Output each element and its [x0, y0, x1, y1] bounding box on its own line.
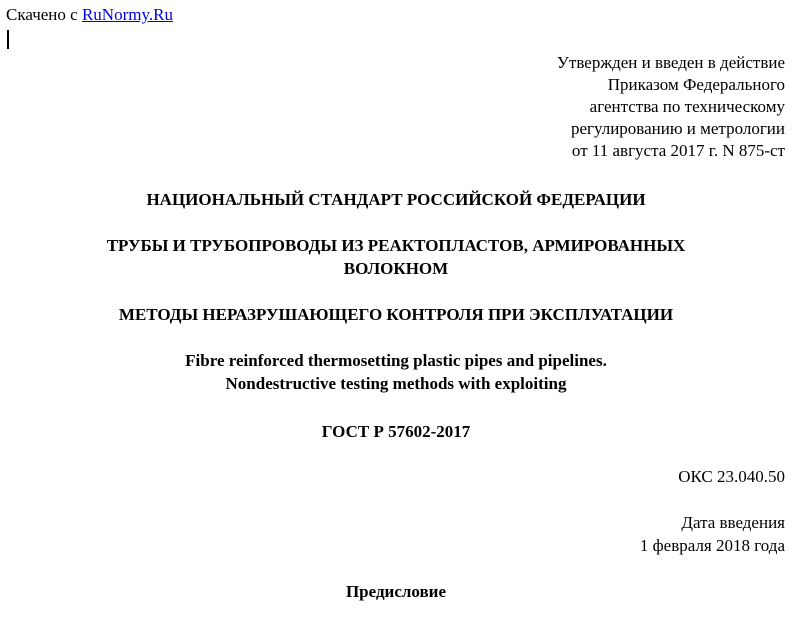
effective-date-label: Дата введения: [681, 513, 785, 532]
preface-heading-text: Предисловие: [345, 582, 447, 601]
approval-line: Приказом Федерального: [607, 75, 785, 94]
source-prefix: Скачено с: [6, 5, 82, 24]
preface-heading: [0, 580, 792, 603]
source-line: [6, 5, 173, 25]
source-link[interactable]: RuNormy.Ru: [81, 5, 173, 24]
standard-code: [0, 420, 792, 443]
approval-line: Утвержден и введен в действие: [556, 53, 785, 72]
standard-code-text: ГОСТ Р 57602-2017: [321, 422, 471, 441]
standard-title-line: ВОЛОКНОМ: [343, 259, 449, 278]
effective-date-value: 1 февраля 2018 года: [639, 536, 785, 555]
approval-line: регулированию и метрологии: [570, 119, 785, 138]
standard-subtitle: [0, 303, 792, 326]
standard-title: [0, 234, 792, 280]
standard-heading: [0, 188, 792, 211]
standard-subtitle-text: МЕТОДЫ НЕРАЗРУШАЮЩЕГО КОНТРОЛЯ ПРИ ЭКСПЛУАТАЦИИ: [118, 305, 674, 324]
english-title-line: Fibre reinforced thermosetting plastic pipes and pipelines.: [185, 351, 607, 370]
effective-date-block: [640, 511, 785, 557]
standard-heading-text: НАЦИОНАЛЬНЫЙ СТАНДАРТ РОССИЙСКОЙ ФЕДЕРАЦИИ: [146, 190, 646, 209]
approval-line: от 11 августа 2017 г. N 875-ст: [571, 141, 785, 160]
standard-title-line: ТРУБЫ И ТРУБОПРОВОДЫ ИЗ РЕАКТОПЛАСТОВ, АРМИРОВАННЫХ: [106, 236, 686, 255]
approval-line: агентства по техническому: [589, 97, 785, 116]
oks-code-text: ОКС 23.040.50: [678, 467, 785, 486]
text-cursor: [7, 30, 9, 49]
english-title: [0, 349, 792, 395]
approval-block: [557, 52, 785, 162]
oks-code: [678, 465, 785, 488]
english-title-line: Nondestructive testing methods with exploiting: [225, 374, 567, 393]
